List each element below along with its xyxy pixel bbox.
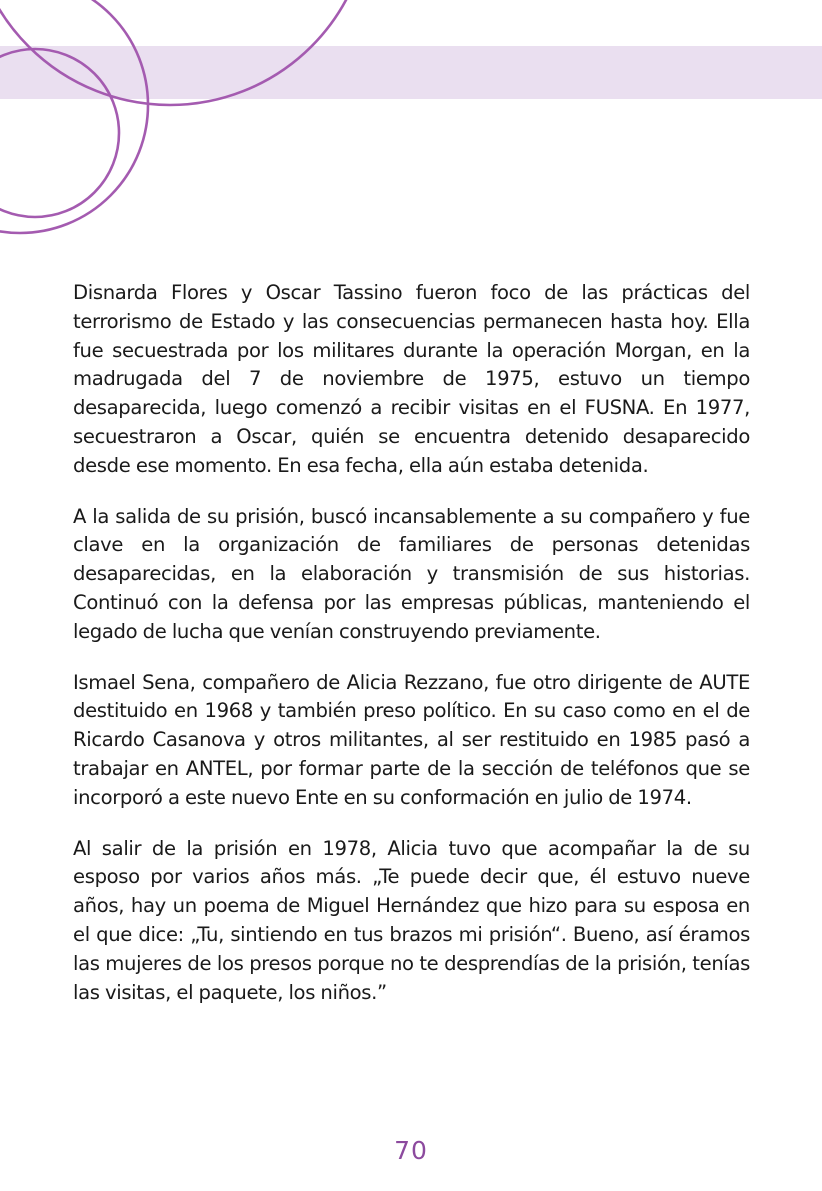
header-band (0, 46, 822, 99)
decorative-circles (0, 0, 822, 300)
page-number: 70 (394, 1136, 428, 1165)
paragraph: Al salir de la prisión en 1978, Alicia tuvo que acompañar la de su esposo por varios años más. „Te puede decir que, él estuvo nueve años, hay un poema de Miguel Hernández que hizo para su esposa en el que dice: „Tu, sintiendo en tus brazos mi prisión“. Bueno, así éramos las mujeres de los presos porque no te desprendías de la prisión, tenías las visitas, el paquete, los niños.” (73, 836, 750, 1004)
body-text (73, 279, 750, 1029)
paragraph: Disnarda Flores y Oscar Tassino fueron foco de las prácticas del terrorismo de Estado y las consecuencias permanecen hasta hoy. Ella fue secuestrada por los militares durante la operación Morgan, en la madrugada del 7 de noviembre de 1975, estuvo un tiempo desaparecida, luego comenzó a recibir visitas en el FUSNA. En 1977, secuestraron a Oscar, quién se encuentra detenido desaparecido desde ese momento. En esa fecha, ella aún estaba detenida. (73, 281, 750, 477)
paragraph: A la salida de su prisión, buscó incansablemente a su compañero y fue clave en la organización de familiares de personas detenidas desaparecidas, en la elaboración y transmisión de sus historias. Continuó con la defensa por las empresas públicas, manteniendo el legado de lucha que venían construyendo previamente. (73, 504, 750, 643)
paragraph: Ismael Sena, compañero de Alicia Rezzano, fue otro dirigente de AUTE destituido en 1968 y también preso político. En su caso como en el de Ricardo Casanova y otros militantes, al ser restituido en 1985 pasó a trabajar en ANTEL, por formar parte de la sección de teléfonos que se incorporó a este nuevo Ente en su conformación en julio de 1974. (73, 670, 750, 809)
decorative-circle-large (0, 0, 148, 233)
